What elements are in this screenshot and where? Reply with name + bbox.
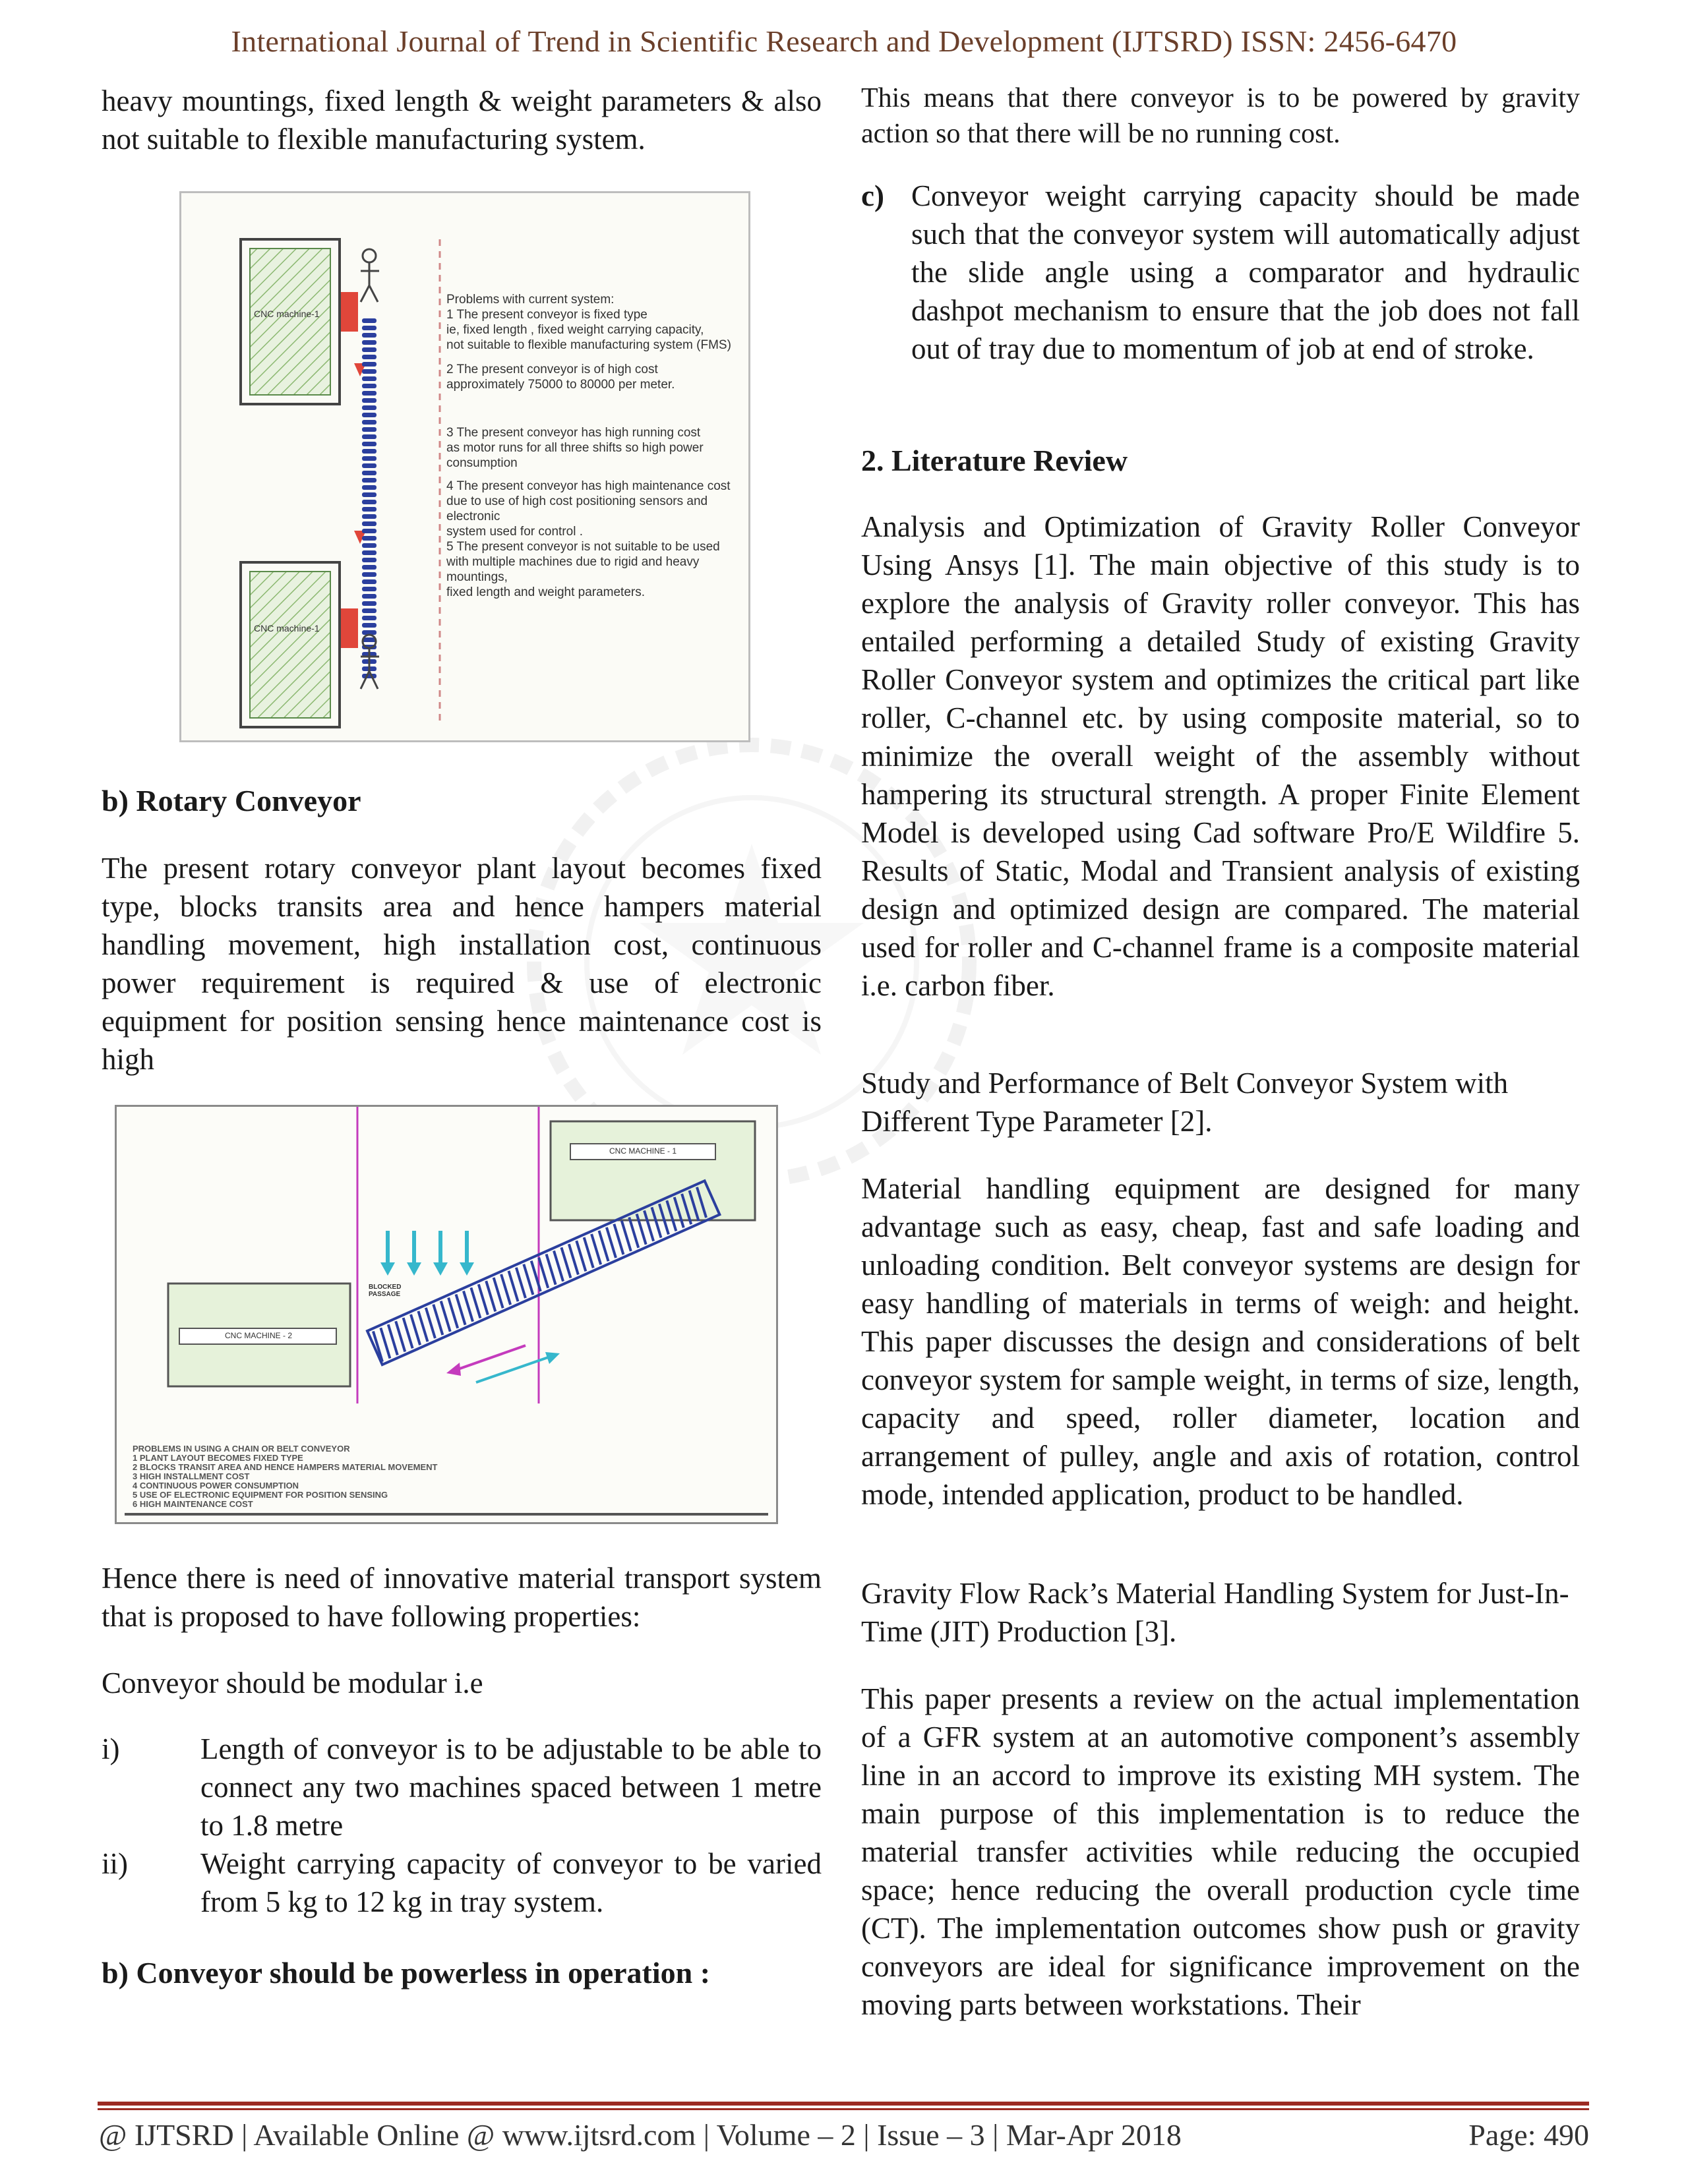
figure2-problems-title: PROBLEMS IN USING A CHAIN OR BELT CONVEYOR — [133, 1444, 350, 1454]
figure-current-system — [179, 191, 750, 742]
figure1-problem-line: due to use of high cost positioning sensors and electronic — [446, 494, 708, 523]
roller — [362, 594, 377, 599]
gravity-paragraph: This means that there conveyor is to be powered by gravity action so that there will be no running cost. — [861, 83, 1580, 149]
roller — [362, 442, 377, 446]
list-item — [102, 1845, 822, 1921]
roller — [362, 608, 377, 613]
roller — [362, 456, 377, 461]
roller — [362, 471, 377, 475]
cnc-machine-2-label: CNC MACHINE - 2 — [224, 1331, 292, 1340]
cnc-machine-top-label: CNC machine-1 — [254, 309, 320, 319]
figure1-problem-line: approximately 75000 to 80000 per meter. — [446, 378, 675, 392]
figure1-problem-line: fixed length and weight parameters. — [446, 585, 646, 599]
roller — [362, 492, 377, 497]
figure1-problem-line: 1 The present conveyor is fixed type — [446, 308, 648, 322]
cnc-machine-bottom-label: CNC machine-1 — [254, 623, 320, 634]
figure1-problem-line: 3 The present conveyor has high running cost — [446, 426, 701, 440]
roller — [362, 623, 377, 628]
figure2-problem-line: 4 CONTINUOUS POWER CONSUMPTION — [133, 1481, 299, 1490]
footer-rule-thin — [98, 2108, 1589, 2110]
roller — [362, 391, 377, 396]
literature-title-3: Gravity Flow Rack’s Material Handling System for Just-In-Time (JIT) Production [3]. — [861, 1577, 1569, 1648]
roller — [362, 362, 377, 367]
roller — [362, 500, 377, 504]
blocked-passage-label: BLOCKED PASSAGE — [369, 1284, 402, 1298]
roller — [362, 384, 377, 388]
roller — [362, 485, 377, 490]
figure-rotary-conveyor — [115, 1105, 778, 1524]
cnc-machine-1-label: CNC MACHINE - 1 — [609, 1146, 677, 1156]
roller — [362, 521, 377, 526]
roller — [362, 514, 377, 519]
list-text: Length of conveyor is to be adjustable to be able to connect any two machines spaced between 1 metre to 1.8 metre — [200, 1732, 822, 1842]
list-text: Weight carrying capacity of conveyor to be varied from 5 kg to 12 kg in tray system. — [200, 1847, 822, 1918]
roller — [362, 674, 377, 678]
roller — [362, 565, 377, 570]
property-list — [102, 1730, 822, 1921]
literature-paragraph-2: Material handling equipment are designed for many advantage such as easy, cheap, fast and safe loading and unloading condition. Belt conveyor systems are design for easy handling of materials in terms of weigh: and height. This paper discusses the design and considerations of belt conveyor system for sample weight, in terms of size, length, capacity and speed, roller diameter, location and arrangement of pulley, angle and axis of rotation, control mode, intended application, product to be handled. — [861, 1172, 1580, 1511]
rotary-conveyor-paragraph: The present rotary conveyor plant layout becomes fixed type, blocks transits area and hence hampers material handling movement, high installation cost, continuous power requirement is required & use of electronic equipment for position sensing hence maintenance cost is high — [102, 852, 822, 1076]
roller — [362, 463, 377, 468]
page-footer — [99, 2117, 1589, 2152]
roller — [362, 326, 377, 330]
need-paragraph: Hence there is need of innovative material transport system that is proposed to have following properties: — [102, 1562, 822, 1633]
figure2-problem-line: 5 USE OF ELECTRONIC EQUIPMENT FOR POSITION SENSING — [133, 1490, 388, 1500]
footer-page-number: Page: 490 — [1468, 2118, 1589, 2152]
roller — [362, 449, 377, 454]
roller — [362, 434, 377, 439]
list-marker: c) — [861, 179, 884, 212]
intro-paragraph: heavy mountings, fixed length & weight parameters & also not suitable to flexible manufacturing system. — [102, 84, 822, 156]
roller — [362, 478, 377, 483]
list-marker: ii) — [102, 1847, 128, 1880]
figure2-problem-line: 1 PLANT LAYOUT BECOMES FIXED TYPE — [133, 1453, 303, 1463]
roller — [362, 550, 377, 555]
roller — [362, 579, 377, 584]
roller — [362, 536, 377, 541]
roller — [362, 405, 377, 410]
roller — [362, 347, 377, 352]
roller — [362, 340, 377, 345]
item-c — [861, 177, 1580, 368]
powerless-heading: b) Conveyor should be powerless in operation : — [102, 1956, 711, 1990]
figure1-problem-line: 4 The present conveyor has high maintenance cost — [446, 479, 731, 493]
figure1-problem-line: 5 The present conveyor is not suitable to be used — [446, 540, 720, 554]
journal-header: International Journal of Trend in Scientific Research and Development (IJTSRD) ISSN: 2456-6470 — [231, 24, 1457, 58]
figure1-problems-title: Problems with current system: — [446, 293, 615, 307]
list-marker: i) — [102, 1732, 120, 1765]
roller — [362, 529, 377, 533]
roller — [362, 558, 377, 562]
list-item — [102, 1730, 822, 1845]
literature-review-heading: 2. Literature Review — [861, 444, 1128, 477]
roller — [362, 369, 377, 374]
modular-paragraph: Conveyor should be modular i.e — [102, 1667, 483, 1699]
list-item — [861, 177, 1580, 368]
roller — [362, 572, 377, 577]
figure1-problems — [446, 292, 743, 600]
list-text: Conveyor weight carrying capacity should be made such that the conveyor system will automatically adjust the slide angle using a comparator and hydraulic dashpot mechanism to ensure that the job does not fall out of tray due to momentum of job at end of stroke. — [911, 179, 1580, 365]
figure2-problems — [133, 1444, 594, 1509]
roller — [362, 420, 377, 425]
literature-paragraph-1: Analysis and Optimization of Gravity Roller Conveyor Using Ansys [1]. The main objective of this study is to explore the analysis of Gravity roller conveyor. This has entailed performing a detailed Study of existing Gravity Roller Conveyor system and optimizes the critical part like roller, C-channel etc. by using composite material, so to minimize the overall weight of the assembly without hampering its structural strength. A proper Finite Element Model is developed using Cad software Pro/E Wildfire 5. Results of Static, Modal and Transient analysis of existing design and optimized design are compared. The material used for roller and C-channel frame is a composite material i.e. carbon fiber. — [861, 510, 1580, 1002]
roller — [362, 413, 377, 417]
roller — [362, 616, 377, 620]
roller — [362, 318, 377, 323]
footer-journal-info: @ IJTSRD | Available Online @ www.ijtsrd.com | Volume – 2 | Issue – 3 | Mar-Apr 2018 — [99, 2118, 1182, 2152]
roller — [362, 333, 377, 338]
figure2-problem-line: 3 HIGH INSTALLMENT COST — [133, 1471, 250, 1481]
figure1-problem-line: as motor runs for all three shifts so high power — [446, 441, 704, 455]
figure2-problem-line: 6 HIGH MAINTENANCE COST — [133, 1499, 253, 1509]
roller — [362, 427, 377, 432]
figure1-problem-line: 2 The present conveyor is of high cost — [446, 363, 658, 376]
rotary-conveyor-heading: b) Rotary Conveyor — [102, 784, 361, 817]
literature-paragraph-3: This paper presents a review on the actual implementation of a GFR system at an automotive component’s assembly line in an accord to improve its existing MH system. The main purpose of this implementation is to reduce the material transfer activities while reducing the occupied space; hence reducing the overall production cycle time (CT). The implementation outcomes show push or gravity conveyors are ideal for significance improvement on the moving parts between workstations. Their — [861, 1682, 1580, 2021]
footer-rule — [98, 2102, 1589, 2106]
figure1-problem-line: with multiple machines due to rigid and heavy mountings, — [446, 555, 700, 584]
figure2-problem-line: 2 BLOCKS TRANSIT AREA AND HENCE HAMPERS MATERIAL MOVEMENT — [133, 1462, 438, 1472]
figure1-problem-line: consumption — [446, 456, 518, 470]
roller — [362, 398, 377, 403]
roller — [362, 587, 377, 591]
roller — [362, 355, 377, 359]
figure1-problem-line: ie, fixed length , fixed weight carrying capacity, — [446, 323, 704, 337]
figure1-problem-line: not suitable to flexible manufacturing system (FMS) — [446, 338, 731, 352]
figure1-problem-line: system used for control . — [446, 525, 583, 539]
roller — [362, 543, 377, 548]
literature-title-2: Study and Performance of Belt Conveyor System with Different Type Parameter [2]. — [861, 1067, 1509, 1138]
roller — [362, 601, 377, 606]
roller — [362, 507, 377, 512]
roller — [362, 376, 377, 381]
